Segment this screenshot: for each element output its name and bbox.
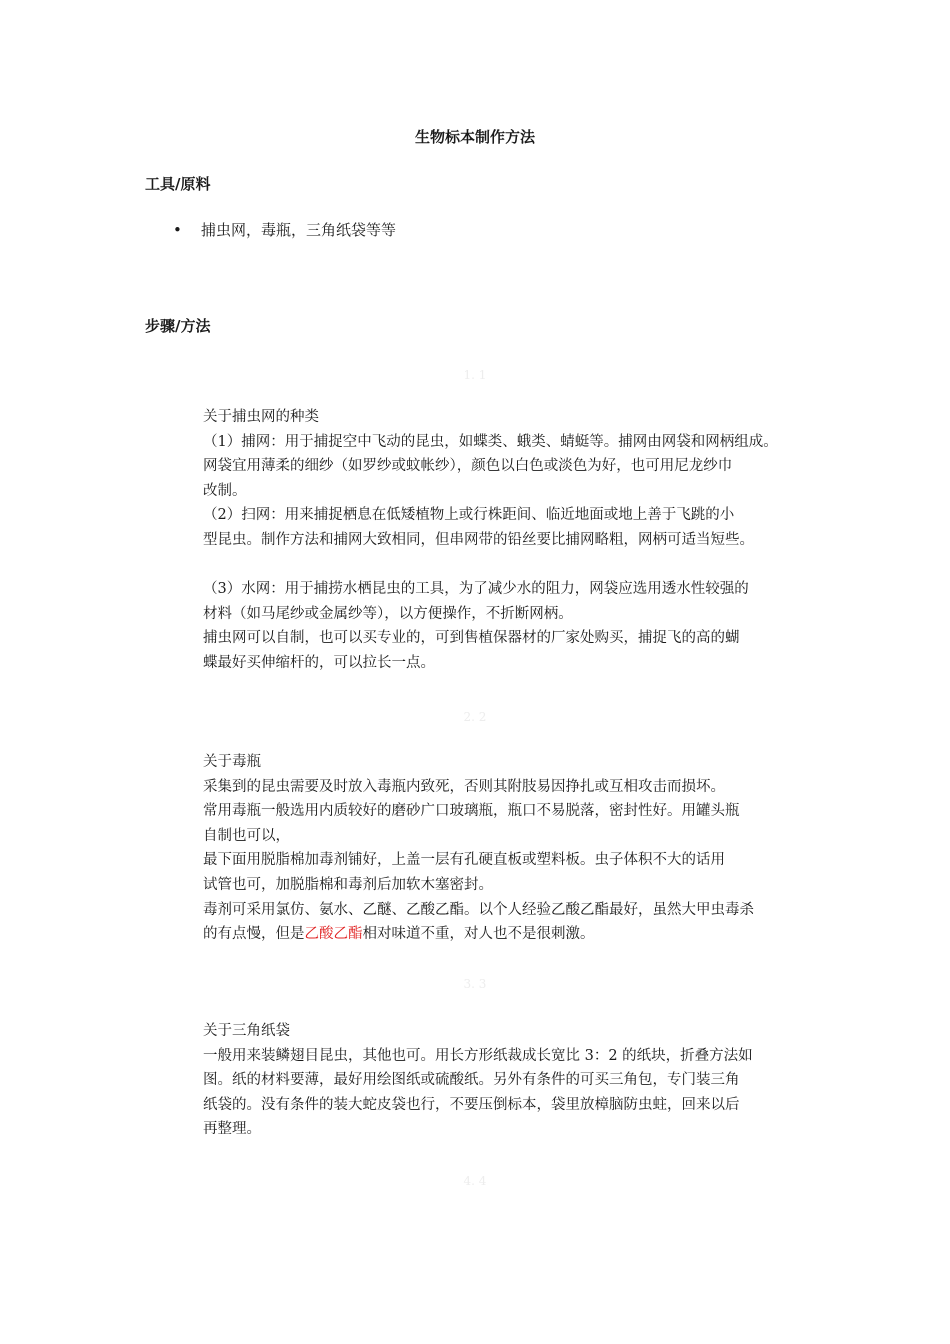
step-3-line: 纸袋的。没有条件的装大蛇皮袋也行，不要压倒标本，袋里放樟脑防虫蛀，回来以后 [203, 1096, 740, 1113]
step-3-body [203, 1019, 818, 1142]
step-number-2: 2. 2 [463, 710, 487, 724]
step-2-line: 自制也可以， [203, 827, 290, 844]
step-2-last-line-post: 相对味道不重，对人也不是很刺激。 [362, 926, 595, 943]
step-3-line: 再整理。 [203, 1121, 261, 1138]
step-1-line: （3）水网：用于捕捞水栖昆虫的工具，为了减少水的阻力，网袋应选用透水性较强的 [203, 581, 749, 598]
step-2-line: 毒剂可采用氯仿、氨水、乙醚、乙酸乙酯。以个人经验乙酸乙酯最好，虽然大甲虫毒杀 [203, 901, 754, 918]
step-2-line: 最下面用脱脂棉加毒剂铺好，上盖一层有孔硬直板或塑料板。虫子体积不大的话用 [203, 852, 725, 869]
step-1-line: 材料（如马尾纱或金属纱等），以方便操作，不折断网柄。 [203, 605, 573, 622]
step-2-body [203, 750, 818, 947]
step-2-last-line [203, 922, 818, 947]
step-1-line: （1）捕网：用于捕捉空中飞动的昆虫，如蝶类、蛾类、蜻蜓等。捕网由网袋和网柄组成。 [203, 433, 778, 450]
step-number-4: 4. 4 [463, 1174, 487, 1188]
step-1-line: （2）扫网：用来捕捉栖息在低矮植物上或行株距间、临近地面或地上善于飞跳的小 [203, 507, 735, 524]
bullet-icon: • [173, 221, 182, 239]
step-2-line: 采集到的昆虫需要及时放入毒瓶内致死，否则其附肢易因挣扎或互相攻击而损坏。 [203, 778, 725, 795]
step-1-line: 捕虫网可以自制，也可以买专业的，可到售植保器材的厂家处购买，捕捉飞的高的蝴 [203, 630, 740, 647]
step-3-heading: 关于三角纸袋 [203, 1023, 290, 1039]
tools-list-item [173, 220, 396, 240]
step-1-body [203, 405, 818, 676]
step-number-3: 3. 3 [463, 977, 487, 991]
step-2-heading: 关于毒瓶 [203, 754, 261, 770]
step-2-last-line-pre: 的有点慢，但是 [203, 926, 305, 943]
step-2-line: 常用毒瓶一般选用内质较好的磨砂广口玻璃瓶，瓶口不易脱落，密封性好。用罐头瓶 [203, 803, 740, 820]
tools-heading: 工具/原料 [145, 175, 211, 193]
step-2-line: 试管也可，加脱脂棉和毒剂后加软木塞密封。 [203, 876, 493, 893]
step-3-line: 图。纸的材料要薄，最好用绘图纸或硫酸纸。另外有条件的可买三角包，专门装三角 [203, 1072, 740, 1089]
highlight-term: 乙酸乙酯 [304, 926, 363, 943]
steps-heading: 步骤/方法 [145, 317, 211, 335]
step-1-line: 改制。 [203, 482, 247, 499]
step-1-heading: 关于捕虫网的种类 [203, 409, 319, 425]
step-3-line: 一般用来装鳞翅目昆虫，其他也可。用长方形纸裁成长宽比 3：2 的纸块，折叠方法如 [203, 1047, 753, 1064]
step-1-line: 蝶最好买伸缩杆的，可以拉长一点。 [203, 654, 435, 671]
step-1-line: 型昆虫。制作方法和捕网大致相同，但串网带的铅丝要比捕网略粗，网柄可适当短些。 [203, 531, 754, 548]
step-1-line: 网袋宜用薄柔的细纱（如罗纱或蚊帐纱），颜色以白色或淡色为好，也可用尼龙纱巾 [203, 458, 733, 475]
tools-item-text: 捕虫网，毒瓶，三角纸袋等等 [201, 221, 397, 239]
paragraph-gap [203, 553, 818, 578]
document-title: 生物标本制作方法 [414, 128, 535, 146]
step-number-1: 1. 1 [463, 368, 487, 382]
